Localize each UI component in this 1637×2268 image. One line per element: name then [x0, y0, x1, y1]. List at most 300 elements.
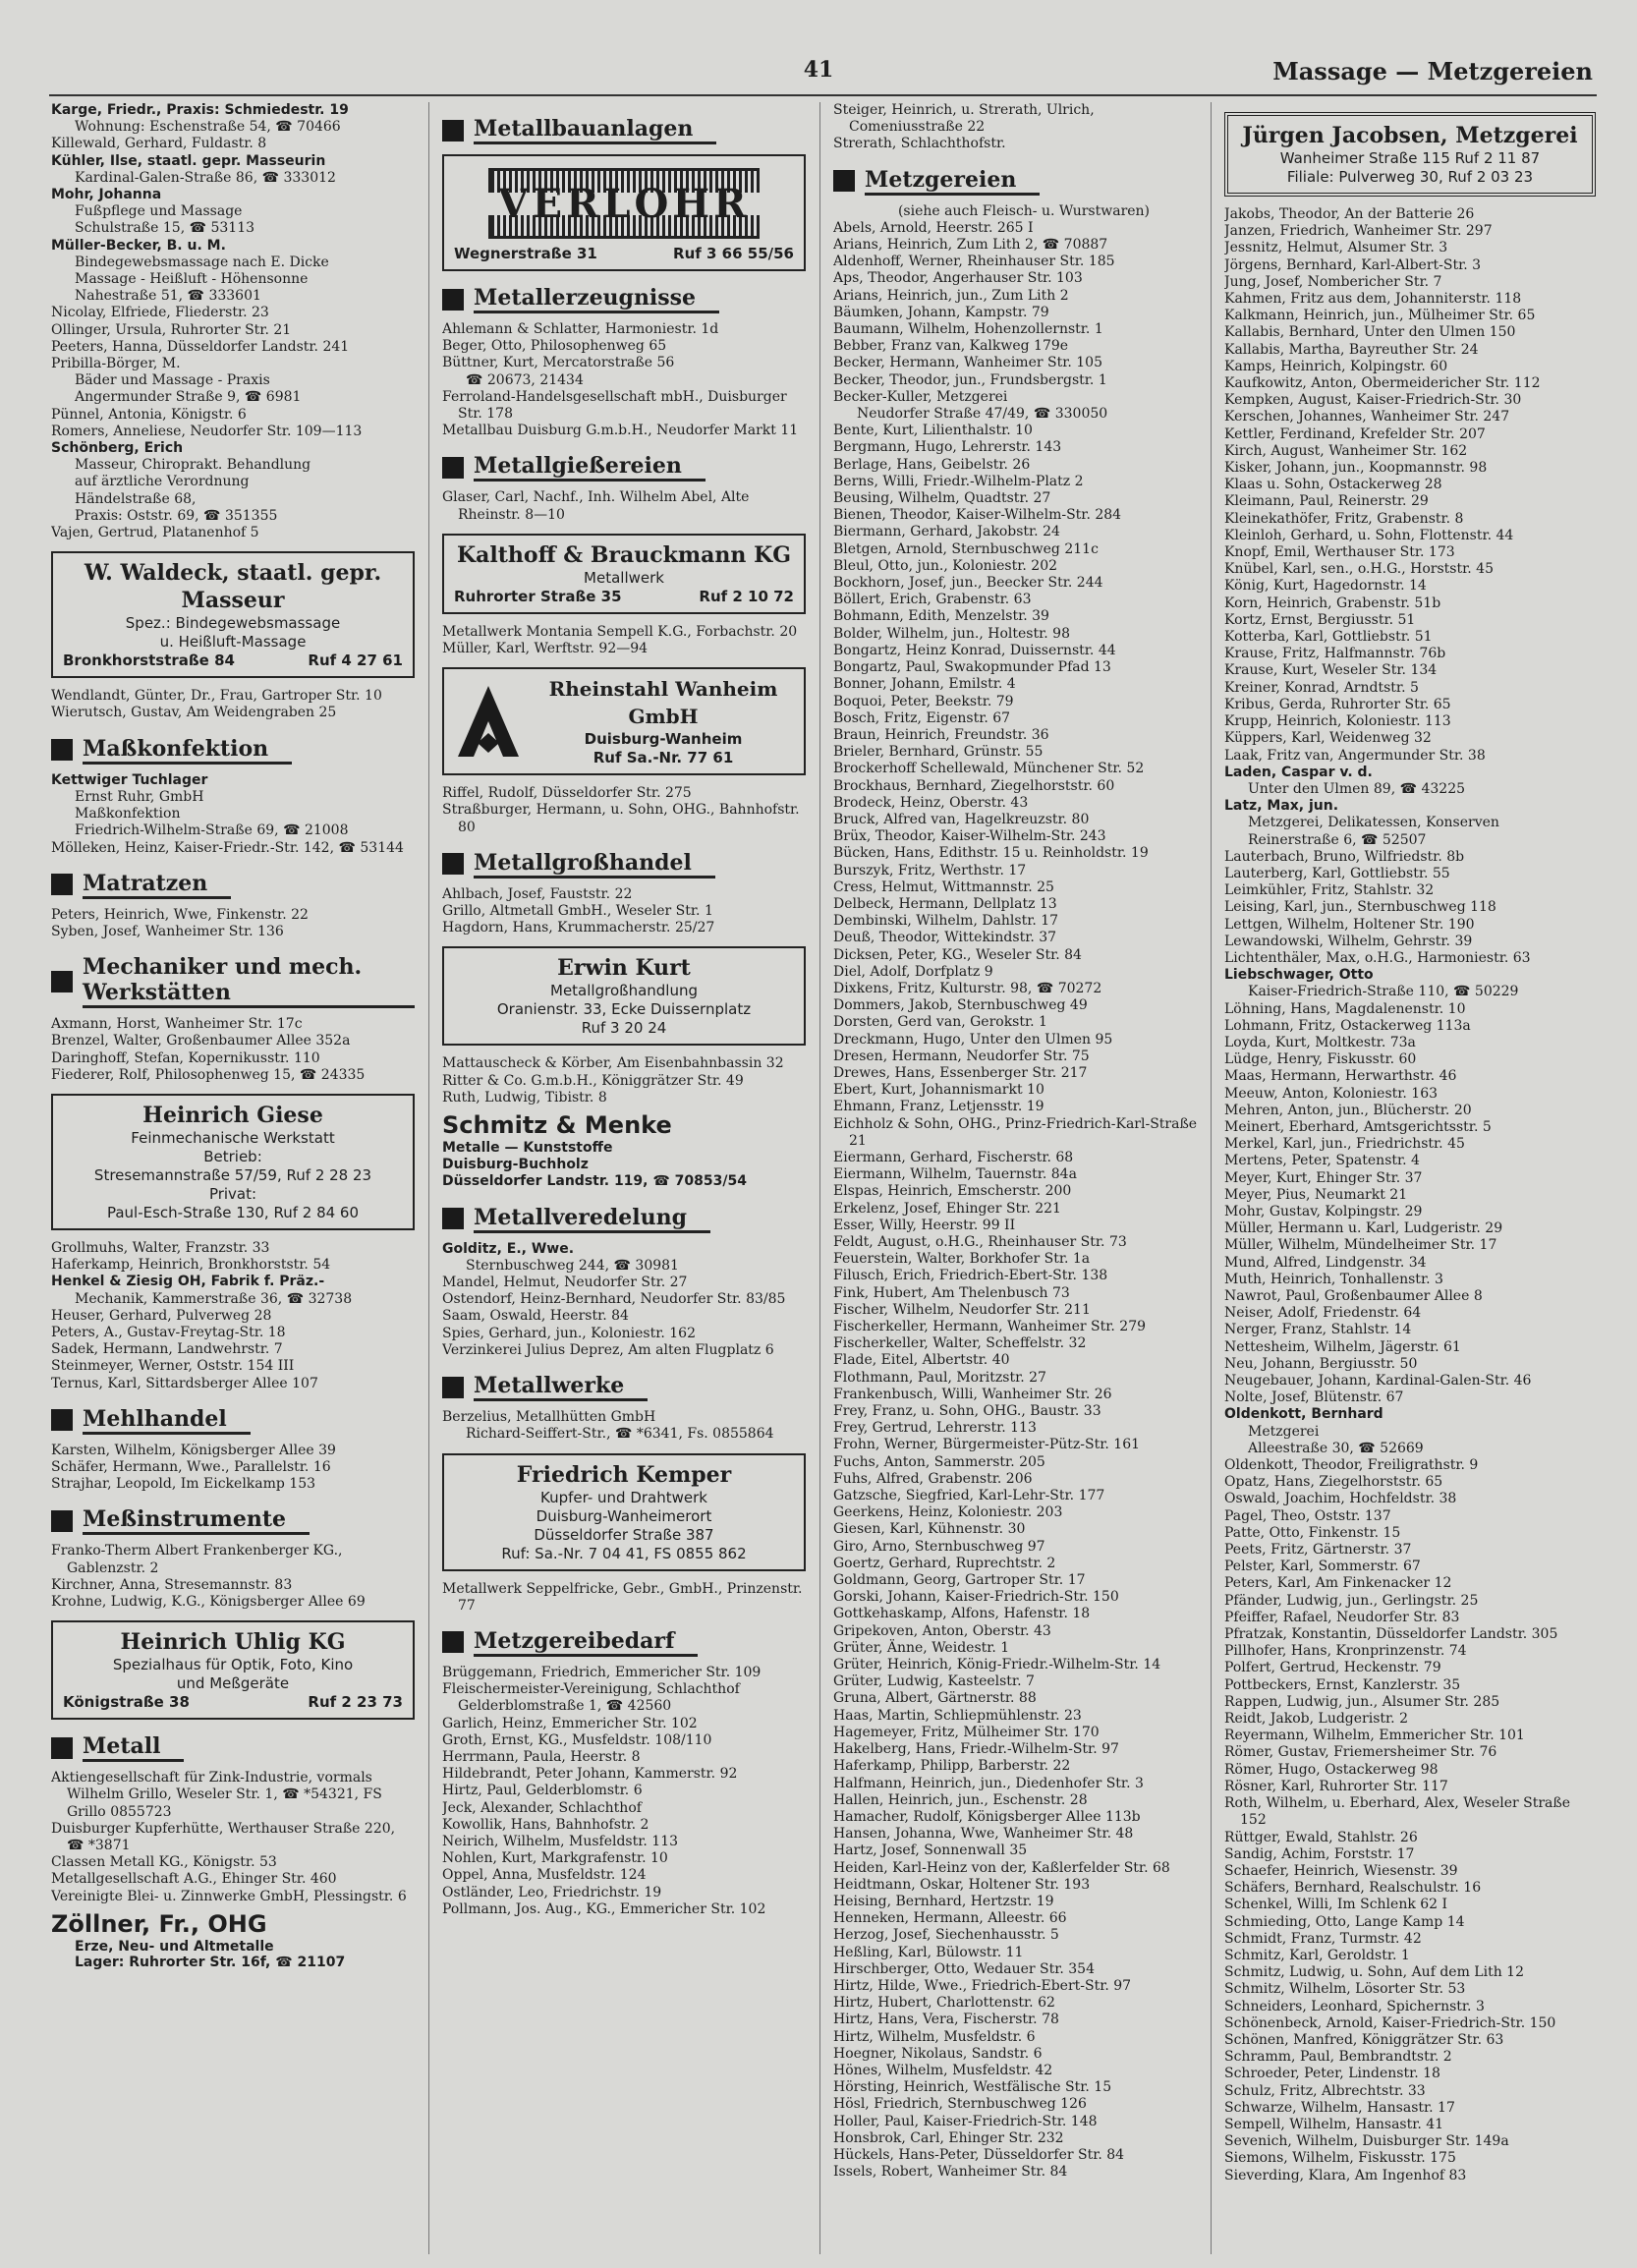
listing-entry: Ebert, Kurt, Johannismarkt 10 [833, 1082, 1044, 1099]
listing-entry: Korn, Heinrich, Grabenstr. 51b [1224, 595, 1441, 611]
listing-entry-bold: Müller-Becker, B. u. M. [51, 237, 226, 254]
listing-entry: Drewes, Hans, Essenberger Str. 217 [833, 1064, 1088, 1081]
advert-line: Spezialhaus für Optik, Foto, Kino [112, 1656, 354, 1674]
listing-entry: Böllert, Erich, Grabenstr. 63 [833, 592, 1032, 608]
listing-entry: Kortz, Ernst, Bergiusstr. 51 [1224, 611, 1416, 628]
listing-entry: Hirschberger, Otto, Wedauer Str. 354 [833, 1960, 1095, 1977]
listing-entry: Loyda, Kurt, Moltkestr. 73a [1224, 1034, 1416, 1050]
listing-entry: Sevenich, Wilhelm, Duisburger Str. 149a [1224, 2133, 1509, 2150]
listing-entry: Peters, Heinrich, Wwe, Finkenstr. 22 [51, 906, 309, 923]
listing-entry: Fischer, Wilhelm, Neudorfer Str. 211 [833, 1301, 1091, 1318]
listing-entry-bold: Kühler, Ilse, staatl. gepr. Masseurin [51, 152, 326, 169]
listing-entry: Heidtmann, Oskar, Holtener Str. 193 [833, 1876, 1091, 1893]
listing-entry: Dresen, Hermann, Neudorfer Str. 75 [833, 1048, 1090, 1064]
listing-entry-bold: Mohr, Johanna [51, 187, 162, 203]
listing-entry: Schwarze, Wilhelm, Hansastr. 17 [1224, 2099, 1455, 2116]
listing-detail: Fußpflege und Massage [75, 203, 243, 220]
listing-entry: Saam, Oswald, Heerstr. 84 [442, 1308, 629, 1325]
listing-entry-bold: Latz, Max, jun. [1224, 798, 1339, 815]
listing-entry: Beusing, Wilhelm, Quadtstr. 27 [833, 490, 1051, 507]
listing-entry: Fischerkeller, Hermann, Wanheimer Str. 279 [833, 1319, 1147, 1335]
listing-entry: Riffel, Rudolf, Düsseldorfer Str. 275 [442, 785, 692, 802]
listing-entry: Schaefer, Heinrich, Wiesenstr. 39 [1224, 1862, 1458, 1879]
listing-entry: Haferkamp, Philipp, Barberstr. 22 [833, 1758, 1071, 1775]
listing-entry: Metallwerk Montania Sempell K.G., Forbachstr. 20 [442, 623, 798, 640]
listing-entry: Becker-Kuller, Metzgerei [833, 388, 1008, 405]
advert-line: Duisburg-Wanheim [584, 730, 743, 749]
listing-entry: Müller, Hermann u. Karl, Ludgeristr. 29 [1224, 1220, 1503, 1237]
listing-entry: Kisker, Johann, jun., Koopmannstr. 98 [1224, 460, 1488, 477]
listing-entry: Schönen, Manfred, Königgrätzer Str. 63 [1224, 2031, 1504, 2048]
section-heading [51, 736, 415, 765]
section-heading [442, 285, 806, 313]
listing-entry: Schulz, Fritz, Albrechtstr. 33 [1224, 2082, 1426, 2099]
listing-entry: Berns, Willi, Friedr.-Wilhelm-Platz 2 [833, 473, 1084, 489]
listing-entry: Jörgens, Bernhard, Karl-Albert-Str. 3 [1224, 256, 1482, 273]
listing-detail: Sternbuschweg 244, ☎ 30981 [466, 1257, 679, 1274]
listing-entry: Bohmann, Edith, Menzelstr. 39 [833, 608, 1049, 625]
listing-entry: Krupp, Heinrich, Koloniestr. 113 [1224, 713, 1451, 730]
column-1 [51, 102, 415, 2254]
section-title: Metallbauanlagen [474, 116, 716, 144]
listing-entry: Steiger, Heinrich, u. Strerath, Ulrich, Comeniusstraße 22 [833, 102, 1095, 136]
section-heading [51, 1406, 415, 1435]
listing-entry: Garlich, Heinz, Emmericher Str. 102 [442, 1715, 698, 1731]
listing-entry: Flothmann, Paul, Moritzstr. 27 [833, 1369, 1046, 1386]
listing-entry: Bergmann, Hugo, Lehrerstr. 143 [833, 439, 1062, 456]
listing-entry: Roth, Wilhelm, u. Eberhard, Alex, Weseler Straße 152 [1224, 1795, 1571, 1829]
advert-line: Privat: [208, 1184, 257, 1203]
advert-line: Ruf: Sa.-Nr. 7 04 41, FS 0855 862 [501, 1544, 747, 1562]
listing-entry: Krause, Fritz, Halfmannstr. 76b [1224, 646, 1446, 662]
listing-entry: Ahlemann & Schlatter, Harmoniestr. 1d [442, 321, 719, 337]
listing-entry: Gorski, Johann, Kaiser-Friedrich-Str. 150 [833, 1589, 1119, 1606]
listing-detail: Reinerstraße 6, ☎ 52507 [1248, 831, 1427, 848]
section-heading [442, 1373, 806, 1401]
listing-entry: Nerger, Franz, Stahlstr. 14 [1224, 1322, 1412, 1338]
listing-entry: Herzog, Josef, Siechenhausstr. 5 [833, 1927, 1059, 1944]
listing-entry: Oppel, Anna, Musfeldstr. 124 [442, 1867, 647, 1884]
listing-entry: Schmitz, Karl, Geroldstr. 1 [1224, 1947, 1410, 1963]
listing-entry: Hirtz, Hubert, Charlottenstr. 62 [833, 1995, 1055, 2012]
listing-entry: Grüter, Änne, Weidestr. 1 [833, 1639, 1010, 1656]
listing-entry: Bonner, Johann, Emilstr. 4 [833, 676, 1016, 693]
advert-phone: Ruf 3 66 55/56 [673, 245, 794, 262]
listing-detail: auf ärztliche Verordnung [75, 474, 250, 490]
listing-entry: Oswald, Joachim, Hochfeldstr. 38 [1224, 1491, 1457, 1507]
listing-entry: Daringhoff, Stefan, Kopernikusstr. 110 [51, 1049, 320, 1066]
logo-text: VERLOHR [488, 193, 761, 215]
section-marker-icon [442, 1377, 464, 1398]
listing-entry: Wendlandt, Günter, Dr., Frau, Gartroper Str. 10 [51, 688, 382, 705]
listing-entry: Bongartz, Heinz Konrad, Duissernstr. 44 [833, 642, 1116, 658]
advert-address: Wegnerstraße 31 [454, 245, 597, 262]
listing-detail: Wohnung: Eschenstraße 54, ☎ 70466 [75, 119, 341, 136]
advert-line: GmbH [628, 705, 699, 729]
listing-entry: Grüter, Ludwig, Kasteelstr. 7 [833, 1673, 1035, 1690]
advert-box [1224, 112, 1596, 197]
listing-entry: Jessnitz, Helmut, Alsumer Str. 3 [1224, 240, 1448, 256]
page-number: 41 [803, 57, 834, 83]
listing-entry: Aps, Theodor, Angerhauser Str. 103 [833, 270, 1083, 287]
listing-entry: Haferkamp, Heinrich, Bronkhorststr. 54 [51, 1257, 331, 1274]
listing-entry: Pünnel, Antonia, Königstr. 6 [51, 406, 247, 423]
listing-entry: Filusch, Erich, Friedrich-Ebert-Str. 138 [833, 1268, 1108, 1284]
listing-detail: Bäder und Massage - Praxis [75, 372, 270, 389]
listing-entry: Bruck, Alfred van, Hagelkreuzstr. 80 [833, 811, 1090, 827]
listing-detail: ☎ 20673, 21434 [466, 371, 584, 388]
listing-entry: Mund, Alfred, Lindgenstr. 34 [1224, 1254, 1427, 1271]
listing-entry: Meinert, Eberhard, Amtsgerichtsstr. 5 [1224, 1118, 1492, 1135]
section-title: Meßinstrumente [83, 1506, 310, 1535]
listing-entry: Hörsting, Heinrich, Westfälische Str. 15 [833, 2079, 1112, 2096]
listing-detail: Kaiser-Friedrich-Straße 110, ☎ 50229 [1248, 984, 1519, 1000]
listing-entry: Mölleken, Heinz, Kaiser-Friedr.-Str. 142, ☎ 53144 [51, 839, 404, 856]
advert-line: Spez.: Bindegewebsmassage [125, 614, 341, 633]
listing-entry: Polfert, Gertrud, Heckenstr. 79 [1224, 1660, 1441, 1676]
section-marker-icon [442, 853, 464, 875]
column-divider [819, 102, 820, 2254]
listing-entry: Hirtz, Wilhelm, Musfeldstr. 6 [833, 2028, 1036, 2045]
listing-entry: Herrmann, Paula, Heerstr. 8 [442, 1748, 641, 1765]
listing-entry: Hönes, Wilhelm, Musfeldstr. 42 [833, 2062, 1053, 2078]
advert-box [442, 946, 806, 1046]
advert-phone: Ruf 4 27 61 [308, 652, 403, 670]
listing-entry: Laak, Fritz van, Angermunder Str. 38 [1224, 747, 1486, 764]
section-marker-icon [51, 1409, 73, 1431]
advert-box [442, 154, 806, 271]
column-divider [1211, 102, 1212, 2254]
listing-entry: Fink, Hubert, Am Thelenbusch 73 [833, 1284, 1070, 1301]
listing-entry: Ferroland-Handelsgesellschaft mbH., Duisburger Str. 178 [442, 388, 787, 423]
listing-entry: Brockhaus, Bernhard, Ziegelhorststr. 60 [833, 777, 1115, 794]
advert-line: und Meßgeräte [176, 1674, 290, 1693]
listing-entry: Kettler, Ferdinand, Krefelder Str. 207 [1224, 425, 1486, 442]
listing-entry: Dorsten, Gerd van, Gerokstr. 1 [833, 1014, 1047, 1031]
listing-entry: Wierutsch, Gustav, Am Weidengraben 25 [51, 705, 337, 721]
listing-entry-bold: Laden, Caspar v. d. [1224, 764, 1373, 780]
listing-entry: Fuhs, Alfred, Grabenstr. 206 [833, 1470, 1033, 1487]
listing-detail: Angermunder Straße 9, ☎ 6981 [75, 389, 302, 406]
listing-entry-bold: Golditz, E., Wwe. [442, 1240, 575, 1257]
listing-entry: Grillo, Altmetall GmbH., Weseler Str. 1 [442, 903, 713, 920]
listing-entry: Merkel, Karl, jun., Friedrichstr. 45 [1224, 1136, 1465, 1153]
listing-entry: Burszyk, Fritz, Werthstr. 17 [833, 862, 1027, 879]
listing-detail: Massage - Heißluft - Höhensonne [75, 271, 309, 288]
listing-entry: Elspas, Heinrich, Emscherstr. 200 [833, 1183, 1072, 1200]
listing-entry: Hartz, Josef, Sonnenwall 35 [833, 1843, 1028, 1859]
listing-entry: Lüdge, Henry, Fiskusstr. 60 [1224, 1051, 1417, 1068]
listing-entry: Biermann, Gerhard, Jakobstr. 24 [833, 524, 1060, 540]
listing-entry-bold: Liebschwager, Otto [1224, 967, 1374, 984]
listing-entry: Frey, Franz, u. Sohn, OHG., Baustr. 33 [833, 1403, 1101, 1420]
listing-entry: Kallabis, Bernhard, Unter den Ulmen 150 [1224, 324, 1516, 341]
advert-line: Wanheimer Straße 115 Ruf 2 11 87 [1279, 149, 1541, 167]
listing-entry: Frey, Gertrud, Lehrerstr. 113 [833, 1420, 1037, 1437]
listing-entry: Neu, Johann, Bergiusstr. 50 [1224, 1355, 1418, 1372]
listing-entry: Janzen, Friedrich, Wanheimer Str. 297 [1224, 223, 1493, 240]
listing-entry: Gruna, Albert, Gärtnerstr. 88 [833, 1690, 1037, 1707]
listing-entry: Metallwerk Seppelfricke, Gebr., GmbH., Prinzenstr. 77 [442, 1580, 803, 1614]
listing-entry: Mattauscheck & Körber, Am Eisenbahnbassin 32 [442, 1055, 784, 1072]
listing-entry: Kribus, Gerda, Ruhrorter Str. 65 [1224, 696, 1451, 712]
listing-entry: Haas, Martin, Schliepmühlenstr. 23 [833, 1707, 1082, 1724]
listing-detail: Friedrich-Wilhelm-Straße 69, ☎ 21008 [75, 822, 349, 839]
listing-entry: Meyer, Kurt, Ehinger Str. 37 [1224, 1169, 1423, 1186]
listing-entry: Dixkens, Fritz, Kulturstr. 98, ☎ 70272 [833, 980, 1102, 996]
advert-line: Metallgroßhandlung [550, 982, 698, 1000]
advert-box [442, 534, 806, 614]
section-marker-icon [442, 289, 464, 311]
listing-entry: Kahmen, Fritz aus dem, Johanniterstr. 118 [1224, 291, 1522, 308]
listing-entry: Hirtz, Hans, Vera, Fischerstr. 78 [833, 2012, 1059, 2028]
section-title: Metallerzeugnisse [474, 285, 719, 313]
listing-detail: Mechanik, Kammerstraße 36, ☎ 32738 [75, 1290, 353, 1307]
listing-entry: Pfeiffer, Rafael, Neudorfer Str. 83 [1224, 1609, 1460, 1625]
advert-line: Heinrich Uhlig KG [120, 1629, 346, 1656]
header-rule [49, 94, 1597, 96]
section-heading [442, 1628, 806, 1657]
listing-entry: König, Kurt, Hagedornstr. 14 [1224, 578, 1427, 595]
listing-entry: Bäumken, Johann, Kampstr. 79 [833, 304, 1049, 320]
listing-entry: Frohn, Werner, Bürgermeister-Pütz-Str. 161 [833, 1437, 1141, 1453]
listing-entry: Schönenbeck, Arnold, Kaiser-Friedrich-Str. 150 [1224, 2014, 1556, 2031]
listing-entry: Nolte, Josef, Blütenstr. 67 [1224, 1389, 1404, 1406]
advert-line: Rheinstahl Wanheim [548, 677, 778, 702]
listing-entry: Hakelberg, Hans, Friedr.-Wilhelm-Str. 97 [833, 1741, 1119, 1758]
listing-entry: Kotterba, Karl, Gottliebstr. 51 [1224, 629, 1433, 646]
listing-entry: Pribilla-Börger, M. [51, 356, 181, 372]
listing-entry: Nohlen, Kurt, Markgrafenstr. 10 [442, 1850, 668, 1867]
listing-entry: Lauterbach, Bruno, Wilfriedstr. 8b [1224, 848, 1465, 865]
listing-entry: Lauterberg, Karl, Gottliebstr. 55 [1224, 865, 1450, 881]
listing-entry: Glaser, Carl, Nachf., Inh. Wilhelm Abel, Alte Rheinstr. 8—10 [442, 489, 750, 523]
listing-entry: Löhning, Hans, Magdalenenstr. 10 [1224, 1000, 1466, 1017]
advert-line: W. Waldeck, staatl. gepr. Masseur [84, 560, 382, 614]
listing-entry: Arians, Heinrich, Zum Lith 2, ☎ 70887 [833, 237, 1108, 254]
listing-entry: Krohne, Ludwig, K.G., Königsberger Allee 69 [51, 1593, 366, 1610]
listing-detail: Nahestraße 51, ☎ 333601 [75, 288, 261, 305]
listing-entry: Kerschen, Johannes, Wanheimer Str. 247 [1224, 409, 1510, 425]
listing-entry: Ostendorf, Heinz-Bernhard, Neudorfer Str. 83/85 [442, 1291, 786, 1308]
listing-entry: Ehmann, Franz, Letjensstr. 19 [833, 1099, 1044, 1115]
advert-line: Ruf Sa.-Nr. 77 61 [593, 749, 734, 767]
listing-entry: Patte, Otto, Finkenstr. 15 [1224, 1524, 1401, 1541]
listing-entry: Reidt, Jakob, Ludgeristr. 2 [1224, 1711, 1408, 1728]
advert-line: Metallwerk [584, 568, 664, 587]
listing-entry: Jakobs, Theodor, An der Batterie 26 [1224, 206, 1475, 222]
listing-entry: Giro, Arno, Sternbuschweg 97 [833, 1538, 1045, 1555]
listing-entry: Heßling, Karl, Bülowstr. 11 [833, 1944, 1024, 1960]
listing-entry: Nicolay, Elfriede, Fliederstr. 23 [51, 305, 269, 321]
listing-entry: Bleul, Otto, jun., Koloniestr. 202 [833, 557, 1058, 574]
section-title: Matratzen [83, 871, 231, 899]
listing-entry: Pfratzak, Konstantin, Düsseldorfer Landstr. 305 [1224, 1626, 1558, 1643]
listing-entry-bold: Oldenkott, Bernhard [1224, 1406, 1383, 1423]
listing-entry: Rösner, Karl, Ruhrorter Str. 117 [1224, 1778, 1448, 1794]
listing-entry: Römer, Gustav, Friemersheimer Str. 76 [1224, 1744, 1497, 1761]
advert-line: Oranienstr. 33, Ecke Duissernplatz [496, 1000, 752, 1019]
advert-line: Kupfer- und Drahtwerk [540, 1488, 707, 1506]
listing-entry: Römer, Hugo, Ostackerweg 98 [1224, 1761, 1439, 1778]
listing-entry: Kalkmann, Heinrich, jun., Mülheimer Str. 65 [1224, 308, 1536, 324]
listing-entry: Kirchner, Anna, Stresemannstr. 83 [51, 1576, 293, 1593]
listing-entry: Neugebauer, Johann, Kardinal-Galen-Str. 46 [1224, 1373, 1532, 1389]
section-marker-icon [51, 874, 73, 895]
listing-entry: Dicksen, Peter, KG., Weseler Str. 84 [833, 946, 1082, 963]
listing-entry-bold: Duisburg-Buchholz [442, 1157, 589, 1173]
section-title: Mechaniker und mech. Werkstätten [83, 954, 415, 1008]
section-heading [442, 1205, 806, 1233]
advert-line: Friedrich Kemper [516, 1461, 732, 1488]
advert-line: Erwin Kurt [557, 955, 691, 982]
advert-line: Heinrich Giese [142, 1102, 323, 1128]
listing-entry: Flade, Eitel, Albertstr. 40 [833, 1352, 1010, 1369]
listing-entry: Frankenbusch, Willi, Wanheimer Str. 26 [833, 1386, 1112, 1402]
listing-entry: Issels, Robert, Wanheimer Str. 84 [833, 2164, 1068, 2181]
listing-entry: Bolder, Wilhelm, jun., Holtestr. 98 [833, 625, 1070, 642]
listing-detail: Praxis: Oststr. 69, ☎ 351355 [75, 507, 278, 524]
listing-entry: Sandig, Achim, Forststr. 17 [1224, 1845, 1415, 1862]
advert-name: Schmitz & Menke [442, 1111, 672, 1140]
listing-entry: Knopf, Emil, Werthauser Str. 173 [1224, 544, 1455, 561]
listing-entry: Sadek, Hermann, Landwehrstr. 7 [51, 1341, 283, 1358]
listing-entry: Bente, Kurt, Lilienthalstr. 10 [833, 423, 1033, 439]
advert-box [51, 551, 415, 678]
advert-address: Ruhrorter Straße 35 [454, 587, 622, 605]
listing-entry: Schmitz, Wilhelm, Lösorter Str. 53 [1224, 1981, 1466, 1998]
listing-entry: Schramm, Paul, Bembrandtstr. 2 [1224, 2049, 1452, 2066]
listing-entry: Bosch, Fritz, Eigenstr. 67 [833, 709, 1011, 726]
listing-entry: Mandel, Helmut, Neudorfer Str. 27 [442, 1275, 688, 1291]
section-marker-icon [442, 120, 464, 142]
listing-entry-bold: Schönberg, Erich [51, 440, 184, 457]
listing-entry: Ritter & Co. G.m.b.H., Königgrätzer Str. 49 [442, 1072, 744, 1089]
listing-entry: Neiser, Adolf, Friedenstr. 64 [1224, 1305, 1422, 1322]
section-title: Mehlhandel [83, 1406, 251, 1435]
listing-entry: Schenkel, Willi, Im Schlenk 62 I [1224, 1897, 1448, 1913]
listing-entry: Feldt, August, o.H.G., Rheinhauser Str. 73 [833, 1234, 1127, 1250]
listing-entry: Gottkehaskamp, Alfons, Hafenstr. 18 [833, 1606, 1091, 1622]
listing-entry: Becker, Theodor, jun., Frundsbergstr. 1 [833, 371, 1107, 388]
section-title: Metallwerke [474, 1373, 648, 1401]
listing-entry: Dreckmann, Hugo, Unter den Ulmen 95 [833, 1031, 1113, 1048]
listing-entry: Kleinloh, Gerhard, u. Sohn, Flottenstr. 44 [1224, 527, 1514, 543]
listing-entry: Straßburger, Hermann, u. Sohn, OHG., Bahnhofstr. 80 [442, 802, 800, 835]
listing-entry: Pillhofer, Hans, Kronprinzenstr. 74 [1224, 1643, 1467, 1660]
listing-entry: Nawrot, Paul, Großenbaumer Allee 8 [1224, 1288, 1483, 1304]
section-marker-icon [442, 457, 464, 479]
column-2 [442, 102, 806, 2254]
listing-entry: Müller, Wilhelm, Mündelheimer Str. 17 [1224, 1237, 1497, 1254]
listing-entry: Holler, Paul, Kaiser-Friedrich-Str. 148 [833, 2113, 1098, 2129]
listing-entry: Nettesheim, Wilhelm, Jägerstr. 61 [1224, 1338, 1461, 1355]
listing-entry: Pottbeckers, Ernst, Kanzlerstr. 35 [1224, 1676, 1461, 1693]
section-heading [51, 954, 415, 1008]
listing-entry: Fuchs, Anton, Sammerstr. 205 [833, 1453, 1045, 1470]
listing-entry: Boquoi, Peter, Beekstr. 79 [833, 693, 1014, 709]
listing-entry: Fischerkeller, Walter, Scheffelstr. 32 [833, 1335, 1087, 1352]
listing-entry: Sieverding, Klara, Am Ingenhof 83 [1224, 2167, 1467, 2183]
listing-entry: Axmann, Horst, Wanheimer Str. 17c [51, 1016, 303, 1033]
advert-line: Kalthoff & Brauckmann KG [457, 541, 791, 568]
section-marker-icon [442, 1631, 464, 1653]
listing-entry: Goertz, Gerhard, Ruprechtstr. 2 [833, 1555, 1056, 1571]
listing-entry: Heuser, Gerhard, Pulverweg 28 [51, 1307, 272, 1324]
listing-entry: Schroeder, Peter, Lindenstr. 18 [1224, 2066, 1440, 2082]
listing-detail: Alleestraße 30, ☎ 52669 [1248, 1440, 1424, 1456]
listing-entry: Franko-Therm Albert Frankenberger KG., Gablenzstr. 2 [51, 1543, 343, 1576]
listing-entry: Eiermann, Gerhard, Fischerstr. 68 [833, 1149, 1074, 1165]
listing-entry: Delbeck, Hermann, Dellplatz 13 [833, 895, 1057, 912]
listing-entry: Kempken, August, Kaiser-Friedrich-Str. 30 [1224, 392, 1522, 409]
listing-entry: Büttner, Kurt, Mercatorstraße 56 [442, 355, 675, 371]
listing-entry: Hirtz, Paul, Gelderblomstr. 6 [442, 1783, 643, 1799]
listing-detail: Kardinal-Galen-Straße 86, ☎ 333012 [75, 169, 336, 186]
listing-entry: Peets, Fritz, Gärtnerstr. 37 [1224, 1542, 1412, 1559]
column-divider [428, 102, 429, 2254]
section-marker-icon [51, 739, 73, 761]
listing-entry: Brieler, Bernhard, Grünstr. 55 [833, 744, 1044, 761]
page-title: Massage — Metzgereien [1272, 57, 1593, 85]
advert-line: Lager: Ruhrorter Str. 16f, ☎ 21107 [75, 1954, 346, 1970]
listing-entry: Leimkühler, Fritz, Stahlstr. 32 [1224, 882, 1435, 899]
advert-box [442, 667, 806, 775]
listing-entry: Hagdorn, Hans, Krummacherstr. 25/27 [442, 920, 715, 936]
advert-contact-row [454, 588, 794, 606]
listing-entry: Giesen, Karl, Kühnenstr. 30 [833, 1521, 1026, 1538]
listing-entry: Bücken, Hans, Edithstr. 15 u. Reinholdstr. 19 [833, 845, 1149, 862]
listing-entry: Aktiengesellschaft für Zink-Industrie, vormals Wilhelm Grillo, Weseler Str. 1, ☎ *54321, FS Grillo 0855723 [51, 1770, 382, 1820]
listing-entry: Heiden, Karl-Heinz von der, Kaßlerfelder Str. 68 [833, 1859, 1170, 1876]
listing-detail: Neudorfer Straße 47/49, ☎ 330050 [857, 406, 1108, 423]
listing-entry: Bletgen, Arnold, Sternbuschweg 211c [833, 540, 1099, 557]
listing-entry: Hirtz, Hilde, Wwe., Friedrich-Ebert-Str. 97 [833, 1977, 1132, 1994]
listing-entry: Meeuw, Anton, Koloniestr. 163 [1224, 1085, 1439, 1102]
advert-line: Betrieb: [203, 1147, 262, 1165]
listing-entry: Krause, Kurt, Weseler Str. 134 [1224, 662, 1438, 679]
listing-entry: Cress, Helmut, Wittmannstr. 25 [833, 879, 1054, 895]
listing-entry: Maas, Hermann, Herwarthstr. 46 [1224, 1068, 1457, 1085]
listing-entry: Lettgen, Wilhelm, Holtener Str. 190 [1224, 916, 1475, 933]
section-title: Metallveredelung [474, 1205, 710, 1233]
section-heading [51, 1506, 415, 1535]
listing-entry: Romers, Anneliese, Neudorfer Str. 109—113 [51, 423, 363, 439]
column-4 [1224, 102, 1596, 2254]
listing-entry: Deuß, Theodor, Wittekindstr. 37 [833, 930, 1057, 946]
listing-entry: Eiermann, Wilhelm, Tauernstr. 84a [833, 1166, 1077, 1183]
section-marker-icon [51, 971, 73, 992]
advert-line: Ruf 3 20 24 [581, 1019, 667, 1038]
listing-entry: Lewandowski, Wilhelm, Gehrstr. 39 [1224, 933, 1473, 949]
listing-entry: Strajhar, Leopold, Im Eickelkamp 153 [51, 1476, 316, 1493]
advert-phone: Ruf 2 23 73 [308, 1693, 403, 1712]
listing-entry: Oldenkott, Theodor, Freiligrathstr. 9 [1224, 1457, 1479, 1474]
listing-entry: Braun, Heinrich, Freundstr. 36 [833, 726, 1049, 743]
advert-address: Bronkhorststraße 84 [63, 652, 235, 670]
listing-entry: Kreiner, Konrad, Arndtstr. 5 [1224, 679, 1419, 696]
listing-entry-bold: Düsseldorfer Landstr. 119, ☎ 70853/54 [442, 1173, 747, 1190]
listing-entry: Mertens, Peter, Spatenstr. 4 [1224, 1153, 1420, 1169]
listing-entry: Arians, Heinrich, jun., Zum Lith 2 [833, 287, 1069, 304]
listing-entry: Kamps, Heinrich, Kolpingstr. 60 [1224, 358, 1448, 374]
listing-entry: Ollinger, Ursula, Ruhrorter Str. 21 [51, 321, 292, 338]
listing-entry: Hallen, Heinrich, jun., Eschenstr. 28 [833, 1791, 1088, 1808]
listing-entry: Heising, Bernhard, Hertzstr. 19 [833, 1893, 1054, 1909]
listing-entry: Bebber, Franz van, Kalkweg 179e [833, 338, 1069, 355]
listing-entry: Schneiders, Leonhard, Spichernstr. 3 [1224, 1998, 1485, 2014]
listing-entry: Groth, Ernst, KG., Musfeldstr. 108/110 [442, 1731, 712, 1748]
